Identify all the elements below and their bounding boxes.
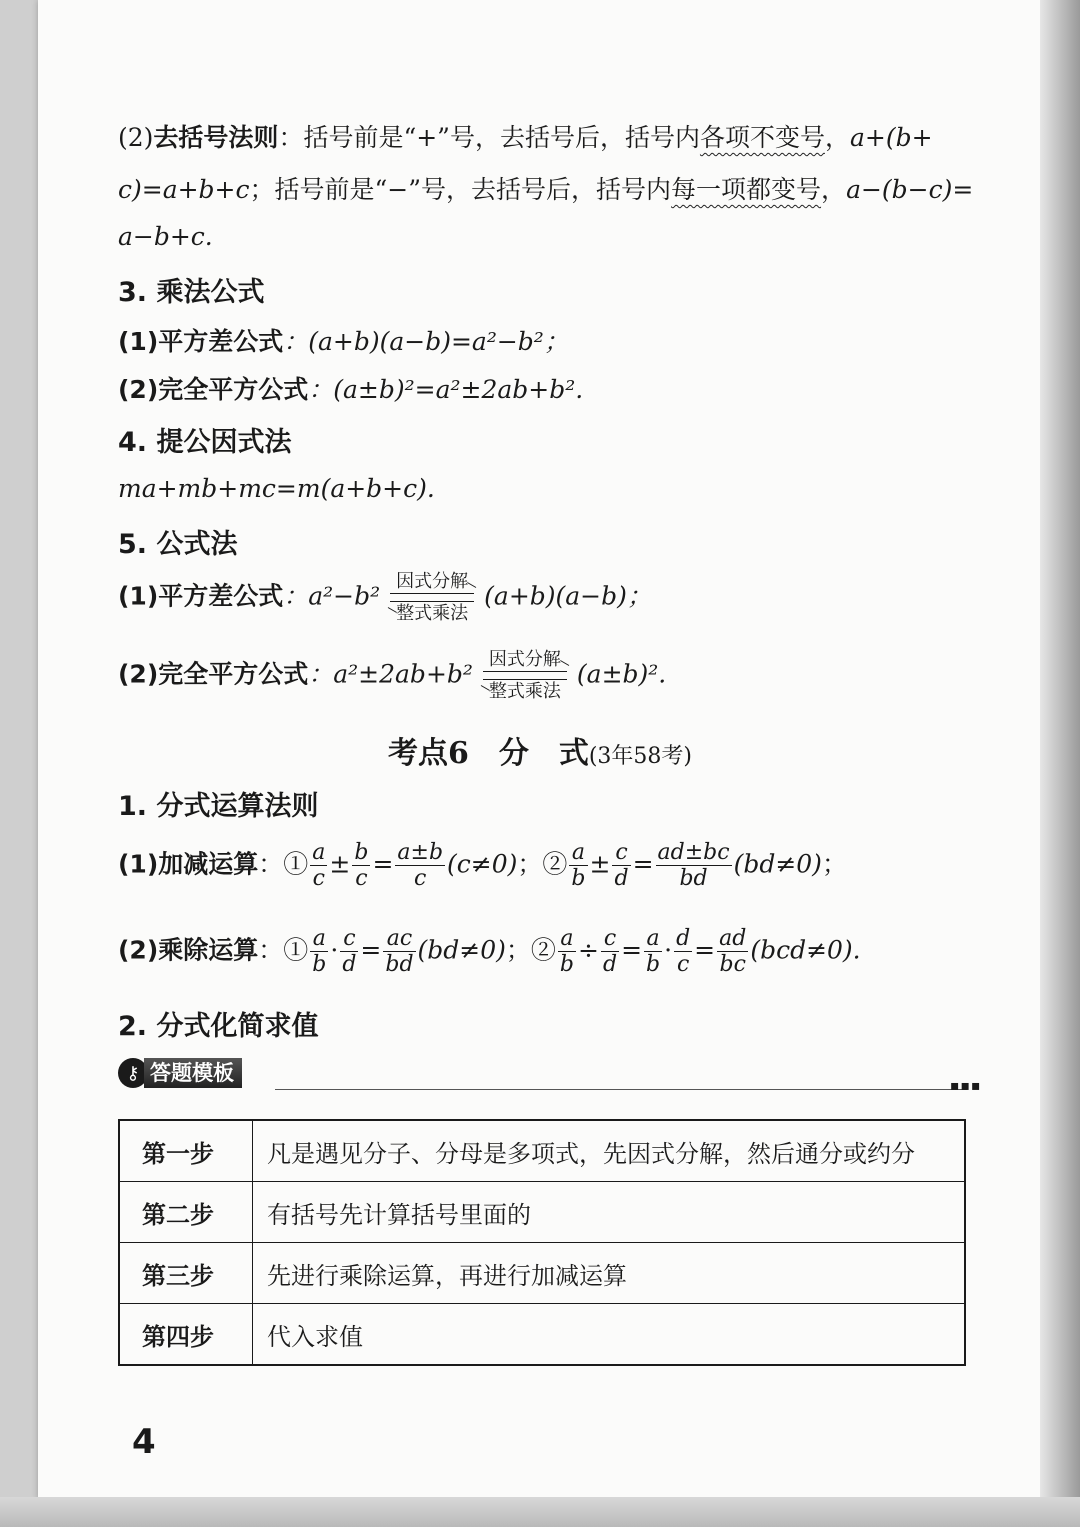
sec4-expr: ma+mb+mc=m(a+b+c).	[118, 474, 435, 503]
rule2-expr-2: c)=a+b+c	[118, 175, 250, 204]
rule2-text-1: ：括号前是“+”号，去括号后，括号内	[278, 123, 700, 152]
circle-two: ；②	[517, 849, 568, 879]
rule2-label: 去括号法则	[153, 123, 279, 152]
circle-one-b: ：①	[258, 935, 309, 965]
sec5-title: 5. 公式法	[118, 529, 238, 560]
step-key: 第四步	[119, 1304, 253, 1366]
op-dot: ·	[330, 935, 339, 965]
step-key: 第三步	[119, 1243, 253, 1304]
fraction-d-over-c: $\frac{d}{c}$	[676, 926, 691, 978]
sec3-item1-label: (1)平方差公式	[118, 327, 284, 356]
arrow2-bottom-label: 整式乘法	[488, 681, 561, 703]
circle-one: ：①	[258, 849, 309, 879]
cond-bd-2: (bd≠0)	[417, 935, 506, 965]
op-eq-5: =	[694, 935, 716, 965]
fraction-a-over-b-d: $\frac{a}{b}$	[559, 926, 575, 978]
table-row	[119, 1243, 965, 1304]
op-eq-4: =	[621, 935, 643, 965]
frac-add-label: (1)加减运算	[118, 849, 259, 879]
fraction-apb-over-c: $\frac{a\pm b}{c}$	[397, 840, 444, 892]
sec3-item1	[118, 322, 569, 358]
rule2-comma-1: ，	[824, 123, 850, 152]
sec5-item2-label: (2)完全平方公式	[118, 659, 309, 689]
cond-c: (c≠0)	[447, 849, 518, 879]
bottom-edge-shadow	[0, 1497, 1080, 1527]
table-row	[119, 1182, 965, 1243]
key-icon: ⚷	[118, 1058, 148, 1088]
arrow1-bottom-label: 整式乘法	[396, 603, 469, 625]
op-dot-2: ·	[664, 935, 673, 965]
fraction-ac-over-bd: $\frac{ac}{bd}$	[385, 926, 414, 978]
step-key: 第二步	[119, 1182, 253, 1243]
equilibrium-arrow-2	[483, 648, 567, 704]
cond-bd: (bd≠0)	[733, 849, 822, 879]
sec4-title: 4. 提公因式法	[118, 427, 292, 458]
step-text: 有括号先计算括号里面的	[253, 1182, 966, 1243]
arrow1-top-label: 因式分解	[396, 571, 469, 592]
rule2-line1	[118, 118, 933, 154]
cond-bcd: (bcd≠0).	[750, 935, 861, 965]
frac-mul-line	[118, 926, 861, 978]
op-eq-2: =	[632, 849, 654, 879]
page-number: 4	[132, 1422, 156, 1462]
steps-table	[118, 1119, 966, 1366]
sec3-item2-label: (2)完全平方公式	[118, 375, 309, 404]
sec5-item1-label: (1)平方差公式	[118, 581, 284, 611]
table-row	[119, 1120, 965, 1182]
step-text: 代入求值	[253, 1304, 966, 1366]
fraction-c-over-d: $\frac{c}{d}$	[614, 840, 629, 892]
sec5-item1-left: ：a²−b²	[283, 581, 381, 611]
sec5-item1-right: (a+b)(a−b)；	[484, 581, 652, 611]
fraction-c-over-d-m: $\frac{c}{d}$	[342, 926, 357, 978]
rule2-wavy-2: 每一项都变号	[671, 175, 822, 204]
rule2-wavy-1: 各项不变号	[699, 123, 825, 152]
rule2-line3: a−b+c.	[118, 222, 213, 251]
arrow2-top-label: 因式分解	[488, 649, 561, 670]
rule2-expr-1: a+(b+	[849, 123, 933, 152]
fraction-a-over-b-m: $\frac{a}{b}$	[312, 926, 327, 978]
op-pm-2: ±	[589, 849, 611, 879]
badge-divider	[275, 1089, 967, 1090]
answer-template-badge	[118, 1058, 242, 1088]
frac-add-line	[118, 840, 847, 892]
rule2-comma-2: ，	[821, 175, 847, 204]
simplify-title: 2. 分式化简求值	[118, 1011, 319, 1042]
op-pm: ±	[329, 849, 351, 879]
step-text: 凡是遇见分子、分母是多项式，先因式分解，然后通分或约分	[253, 1120, 966, 1182]
fraction-adbc-over-bd: $\frac{ad\pm bc}{bd}$	[657, 840, 730, 892]
fraction-b-over-c: $\frac{b}{c}$	[354, 840, 369, 892]
op-div: ÷	[578, 935, 599, 965]
step-key: 第一步	[119, 1120, 253, 1182]
sec5-item2	[118, 648, 666, 704]
rule2-expr-3: a−(b−c)=	[846, 175, 974, 204]
fraction-a-over-c: $\frac{a}{c}$	[312, 840, 326, 892]
fraction-c-over-d-d: $\frac{c}{d}$	[602, 926, 618, 978]
sec5-item1	[118, 570, 652, 626]
rule2-text-2: ；括号前是“−”号，去括号后，括号内	[249, 175, 672, 204]
rule2-number: (2)	[118, 123, 154, 152]
section6-title	[0, 728, 1080, 772]
fraction-ad-over-bc: $\frac{ad}{bc}$	[719, 926, 747, 978]
step-text: 先进行乘除运算，再进行加减运算	[253, 1243, 966, 1304]
rule2-line2	[118, 170, 973, 206]
sec3-title: 3. 乘法公式	[118, 277, 265, 308]
equilibrium-arrow-1	[390, 570, 474, 626]
badge-dots: ▪▪▪	[950, 1078, 982, 1094]
frac-rules-title: 1. 分式运算法则	[118, 791, 319, 822]
sec5-item2-left: ：a²±2ab+b²	[308, 659, 473, 689]
sec5-item2-right: (a±b)².	[576, 659, 667, 689]
sec3-item1-expr: ：(a+b)(a−b)=a²−b²；	[283, 327, 569, 356]
table-row	[119, 1304, 965, 1366]
fraction-a-over-b-e: $\frac{a}{b}$	[646, 926, 661, 978]
badge-label: 答题模板	[144, 1058, 242, 1088]
semicolon: ；	[821, 849, 847, 879]
op-eq-3: =	[360, 935, 382, 965]
op-eq: =	[372, 849, 394, 879]
sec3-item2-expr: ：(a±b)²=a²±2ab+b².	[308, 375, 584, 404]
sec3-item2	[118, 370, 583, 406]
circle-two-b: ；②	[505, 935, 556, 965]
fraction-a-over-b: $\frac{a}{b}$	[571, 840, 586, 892]
section6-title-text: 考点6 分 式	[387, 736, 589, 771]
section6-subtitle: (3年58考)	[588, 744, 693, 769]
frac-mul-label: (2)乘除运算	[118, 935, 259, 965]
